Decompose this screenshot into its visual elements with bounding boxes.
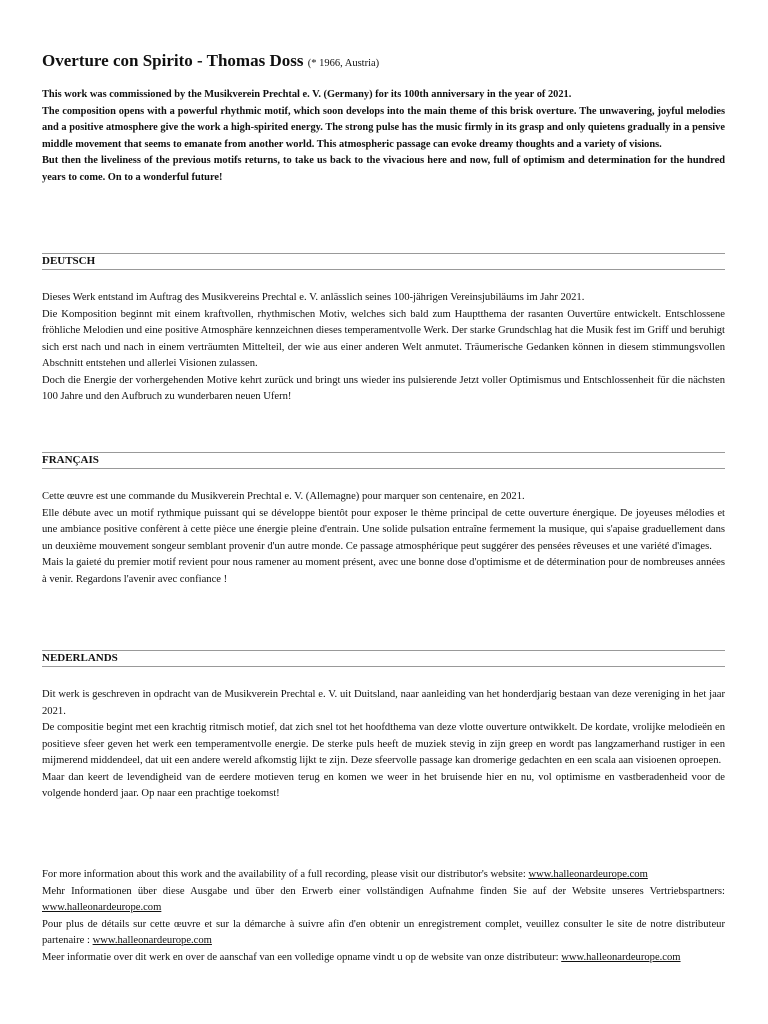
english-paragraph-1: This work was commissioned by the Musikverein Prechtal e. V. (Germany) for its 100th anniversary in the year of 2021. bbox=[42, 89, 572, 100]
nederlands-paragraph-1: Dit werk is geschreven in opdracht van de Musikverein Prechtal e. V. uit Duitsland, naar aanleiding van het honderdjarig bestaan van deze vereniging in het jaar 2021. bbox=[42, 689, 725, 717]
nederlands-section bbox=[42, 650, 725, 803]
nederlands-heading: NEDERLANDS bbox=[42, 650, 725, 667]
footer-french bbox=[42, 917, 725, 950]
deutsch-paragraph-2: Die Komposition beginnt mit einem kraftvollen, rhythmischen Motiv, welches sich bald zum Hauptthema der rasanten Ouvertüre entwickelt. Entschlossene fröhliche Melodien und eine positive Atmosphäre kennzeichnen dieses temperamentvolle Werk. Der starke Grundschlag hat die Musik fest im Griff und beruhigt sich erst nach und nach in einem verträumten Mittelteil, der wie aus einer anderen Welt anmutet. Träumerische Gedanken können in diesem stimmungsvollen Abschnitt entstehen und allerlei Visionen zulassen. bbox=[42, 308, 725, 369]
footer-german-link[interactable]: www.halleonardeurope.com bbox=[42, 902, 162, 913]
deutsch-paragraph-1: Dieses Werk entstand im Auftrag des Musikvereins Prechtal e. V. anlässlich seines 100-jährigen Vereinsjubiläums im Jahr 2021. bbox=[42, 292, 585, 303]
footer-dutch bbox=[42, 950, 725, 967]
title-main: Overture con Spirito - Thomas Doss bbox=[42, 51, 304, 70]
francais-paragraph-2: Elle débute avec un motif rythmique puissant qui se développe bientôt pour exposer le thème principal de cette ouverture énergique. De joyeuses mélodies et une ambiance positive confèrent à cette pièce une énergie pleine d'entrain. Une solide pulsation entraîne fermement la musique, qui s'apaise graduellement dans un deuxième mouvement songeur semblant provenir d'un autre monde. Ce passage atmosphérique peut suggérer des pensées rêveuses et une variété d'images. bbox=[42, 507, 725, 552]
footer-english-text: For more information about this work and the availability of a full recording, please visit our distributor's website: bbox=[42, 869, 529, 880]
english-paragraph-3: But then the liveliness of the previous motifs returns, to take us back to the vivacious here and now, full of optimism and determination for the hundred years to come. On to a wonderful future! bbox=[42, 155, 725, 183]
footer-german-text: Mehr Informationen über diese Ausgabe und über den Erwerb einer vollständigen Aufnahme finden Sie auf der Website unseres Vertriebspartners: bbox=[42, 885, 725, 897]
nederlands-paragraph-3: Maar dan keert de levendigheid van de eerdere motieven terug en komen we weer in het bruisende hier en nu, vol optimisme en vastberadenheid voor de volgende honderd jaar. Op naar een prachtige toekomst! bbox=[42, 771, 725, 799]
francais-section bbox=[42, 452, 725, 588]
distributor-info bbox=[42, 867, 725, 966]
footer-french-link[interactable]: www.halleonardeurope.com bbox=[92, 935, 212, 946]
english-section bbox=[42, 87, 725, 186]
francais-paragraph-3: Mais la gaieté du premier motif revient pour nous ramener au moment présent, avec une bonne dose d'optimisme et de détermination pour de nombreuses années à venir. Regardons l'avenir avec confiance ! bbox=[42, 557, 725, 585]
footer-english bbox=[42, 867, 725, 884]
deutsch-paragraph-3: Doch die Energie der vorhergehenden Motive kehrt zurück und bringt uns wieder ins pulsierende Jetzt voller Optimismus und Entschlossenheit für die nächsten 100 Jahre und den Aufbruch zu wunderbaren neuen Ufern! bbox=[42, 374, 725, 402]
title-subtitle: (* 1966, Austria) bbox=[307, 58, 380, 69]
footer-dutch-link[interactable]: www.halleonardeurope.com bbox=[561, 951, 681, 963]
deutsch-section bbox=[42, 253, 725, 406]
nederlands-paragraph-2: De compositie begint met een krachtig ritmisch motief, dat zich snel tot het hoofdthema van deze vlotte ouverture ontwikkelt. De kordate, vrolijke melodieën en positieve sfeer geven het werk een temperamentvolle energie. De sterke puls heeft de muziek stevig in zijn greep en wordt pas langzamerhand rustiger in een mijmerend middendeel, dat uit een andere wereld afkomstig lijkt te zijn. Deze sfeervolle passage kan dromerige gedachten en een scala aan visioenen oproepen. bbox=[42, 722, 725, 766]
page-title bbox=[42, 50, 725, 75]
francais-paragraph-1: Cette œuvre est une commande du Musikverein Prechtal e. V. (Allemagne) pour marquer son centenaire, en 2021. bbox=[42, 491, 525, 502]
footer-english-link[interactable]: www.halleonardeurope.com bbox=[528, 869, 648, 880]
footer-french-text: Pour plus de détails sur cette œuvre et sur la démarche à suivre afin d'en obtenir un enregistrement complet, veuillez consulter le site de notre distributeur partenaire : bbox=[42, 918, 725, 946]
english-paragraph-2: The composition opens with a powerful rhythmic motif, which soon develops into the main theme of this brisk overture. The unwavering, joyful melodies and a positive atmosphere give the work a high-spirited energy. The strong pulse has the music firmly in its grasp and only quietens gradually in a pensive middle movement that seems to emanate from another world. This atmospheric passage can evoke dreamy thoughts and a variety of visions. bbox=[42, 105, 725, 150]
document-page bbox=[42, 50, 725, 963]
footer-german bbox=[42, 884, 725, 917]
footer-dutch-text: Meer informatie over dit werk en over de aanschaf van een volledige opname vindt u op de website van onze distributeur: bbox=[42, 951, 562, 963]
francais-heading: FRANÇAIS bbox=[42, 452, 725, 469]
deutsch-heading: DEUTSCH bbox=[42, 253, 725, 270]
